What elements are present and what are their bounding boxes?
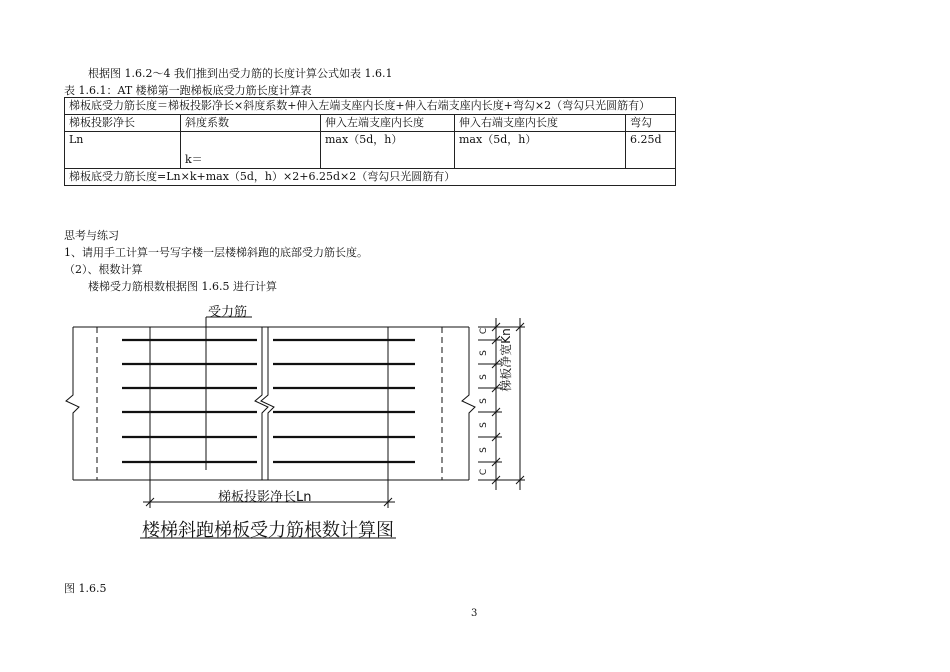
rebar-label: 受力筋 [208, 305, 248, 320]
header-cell: 斜度系数 [181, 115, 321, 132]
spacing-label: S [478, 422, 489, 428]
subsection-text: 楼梯受力筋根数根据图 1.6.5 进行计算 [88, 280, 277, 293]
formula-bottom-cell: 梯板底受力筋长度=Ln×k+max（5d，h）×2+6.25d×2（弯勾只光圆筋有） [65, 169, 676, 186]
value-cell: max（5d，h） [321, 132, 455, 169]
practice-item: 1、请用手工计算一号写字楼一层楼梯斜跑的底部受力筋长度。 [64, 246, 368, 259]
slab-right-edge [462, 327, 475, 480]
value-cell: Ln [65, 132, 181, 169]
header-cell: 伸入右端支座内长度 [455, 115, 626, 132]
header-cell: 梯板投影净长 [65, 115, 181, 132]
header-cell: 伸入左端支座内长度 [321, 115, 455, 132]
mid-break-right [261, 327, 274, 480]
diagram-caption: 楼梯斜跑梯板受力筋根数计算图 [142, 520, 394, 541]
spacing-label: S [478, 350, 489, 356]
figure-label: 图 1.6.5 [64, 582, 107, 595]
value-cell: k＝ [181, 132, 321, 169]
cover-label-top: C [479, 327, 490, 335]
value-cell: 6.25d [626, 132, 676, 169]
table-title: 表 1.6.1：AT 楼梯第一跑梯板底受力筋长度计算表 [64, 84, 312, 97]
subsection-heading: （2）、根数计算 [64, 263, 143, 276]
intro-paragraph: 根据图 1.6.2～4 我们推到出受力筋的长度计算公式如表 1.6.1 [88, 67, 393, 80]
width-label: 梯板净宽Kn [499, 328, 513, 392]
spacing-label: S [478, 447, 489, 453]
spacing-label: S [478, 398, 489, 404]
span-label: 梯板投影净长Ln [218, 490, 312, 505]
slab-left-edge [66, 327, 79, 480]
formula-top-cell: 梯板底受力筋长度＝梯板投影净长×斜度系数+伸入左端支座内长度+伸入右端支座内长度+弯勾×2（弯勾只光圆筋有） [65, 98, 676, 115]
cover-label-bottom: C [479, 468, 490, 476]
header-cell: 弯勾 [626, 115, 676, 132]
spacing-label: S [478, 374, 489, 380]
page-number: 3 [471, 608, 478, 619]
practice-heading: 思考与练习 [64, 229, 119, 242]
value-cell: max（5d，h） [455, 132, 626, 169]
